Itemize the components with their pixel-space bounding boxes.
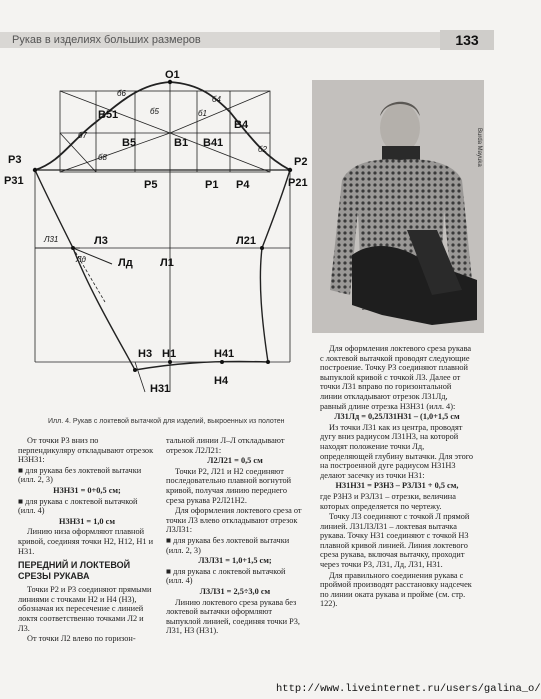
middle-column <box>166 436 304 637</box>
label-Ld: Лд <box>118 257 133 269</box>
label-B5: В5 <box>122 137 137 149</box>
label-P3: Р3 <box>8 154 22 166</box>
label-O1: О1 <box>165 69 180 81</box>
mid-p4: ■ для рукава без локтевой вытачки (илл. 2, 3) <box>166 535 290 555</box>
left-p6: От точки Л2 влево по горизон- <box>27 634 136 644</box>
figure-caption: Илл. 4. Рукав с локтевой вытачкой для изделий, выкроенных из полотен <box>48 418 285 425</box>
left-formula-2: Н3Н31 = 1,0 см <box>58 516 115 526</box>
label-P4: Р4 <box>236 179 250 191</box>
right-p1: Для оформления локтевого среза рукава с локтевой вытачкой проводят следующие построение. Точку Р3 соединяют плавной выпуклой кривой с точкой Л3. Далее от точки Л31 вправо по горизонтальной линии откладывают отрезок Л31Лд, равный длине отрезка Н3Н31 (илл. 4): <box>320 344 472 411</box>
label-B1: В1 <box>174 137 189 149</box>
left-p1: От точки Р3 вниз по перпендикуляру откладывают отрезок Н3Н31: <box>18 436 154 465</box>
left-formula-1: Н3Н31 = 0+0,5 см; <box>53 485 121 495</box>
label-H41: Н41 <box>214 348 235 360</box>
label-b6: б6 <box>117 89 126 98</box>
label-P31: Р31 <box>4 175 24 187</box>
label-b5: б5 <box>150 107 159 116</box>
label-H4: Н4 <box>214 375 229 387</box>
mid-p5: ■ для рукава с локтевой вытачкой (илл. 4) <box>166 566 286 586</box>
mid-p3: Для оформления локтевого среза от точки Л3 влево откладывают отрезок Л3Л31: <box>166 506 302 535</box>
page-number: 133 <box>440 30 494 50</box>
model-photo <box>312 80 484 333</box>
right-formula-2: Н31Н31 = Р3Н3 – Р3Л31 + 0,5 см, <box>335 481 459 491</box>
mid-p1: тальной линии Л–Л откладывают отрезок Л2Л21: <box>166 436 285 455</box>
label-b7: б7 <box>78 131 87 140</box>
mid-p2: Точки Р2, Л21 и Н2 соединяют последовательно плавной вогнутой кривой, получая линию переднего среза рукава Р2Л21Н2. <box>166 466 292 505</box>
mid-formula-1: Л2Л21 = 0,5 см <box>207 456 263 466</box>
label-b2: б2 <box>258 145 267 154</box>
left-p4: Линию низа оформляют плавной кривой, соединяя точки Н2, Н12, Н1 и Н31. <box>18 527 154 556</box>
label-H1: Н1 <box>162 348 177 360</box>
section-heading: ПЕРЕДНИЙ И ЛОКТЕВОЙ СРЕЗЫ РУКАВА <box>18 560 131 582</box>
mid-p6: Линию локтевого среза рукава без локтевой вытачки оформляют выпуклой линией, соединяя точки Р3, Л31, Н3 (Н31). <box>166 597 300 636</box>
label-B51: В51 <box>98 109 119 121</box>
right-formula-1: Л31Лд = 0,25Л31Н31 – (1,0+1,5 см <box>334 412 460 422</box>
left-p3: ■ для рукава с локтевой вытачкой (илл. 4) <box>18 496 138 516</box>
page-header <box>0 0 494 48</box>
label-B41: В41 <box>203 137 224 149</box>
right-p3: где Р3Н3 и Р3Л31 – отрезки, величина которых определяется по чертежу. <box>320 491 456 511</box>
label-L31-small: Л31 <box>44 235 59 244</box>
right-p4: Точку Л3 соединяют с точкой Л прямой линией. Л31Л3Л31 – локтевая вытачка рукава. Точку Н31 соединяют с точкой Н3 плавной кривой линией. Линия локтевого среза рукава, включая вытачку, проходит через точки Р3, Л31, Лд, Л31, Н31. <box>320 512 470 570</box>
label-Ld-small: Лд <box>76 255 86 264</box>
label-b8: б8 <box>98 153 107 162</box>
label-b1: б1 <box>198 109 207 118</box>
header-title: Рукав в изделиях больших размеров <box>12 34 201 46</box>
label-P1: Р1 <box>205 179 219 191</box>
right-p5: Для правильного соединения рукава с проймой производят расстановку надсечек по линии оката рукава и пройме (см. стр. 122). <box>320 570 472 609</box>
label-B4: В4 <box>234 119 249 131</box>
right-p2: Из точки Л31 как из центра, проводят дугу вниз радиусом Л31Н3, на которой находят положение точки Лд, определяющей глубину вытачки. Для этого на построенной дуге радиусом Н31Н3 делают засечку из точки Н31: <box>320 422 474 480</box>
label-P2: Р2 <box>294 156 308 168</box>
source-url: http://www.liveinternet.ru/users/galina_o/ <box>276 683 541 695</box>
label-L3: Л3 <box>94 235 108 247</box>
label-H3: Н3 <box>138 348 153 360</box>
label-b4: б4 <box>212 95 221 104</box>
label-L21: Л21 <box>236 235 256 247</box>
right-column <box>320 344 474 610</box>
mid-formula-2: Л3Л31 = 1,0+1,5 см; <box>198 556 272 566</box>
mid-formula-3: Л3Л31 = 2,5÷3,0 см <box>199 586 271 596</box>
sleeve-pattern-diagram <box>0 52 310 412</box>
label-P21: Р21 <box>288 177 308 189</box>
photo-credit: Burda Mayuka <box>476 128 482 167</box>
label-L1: Л1 <box>160 257 174 269</box>
label-P5: Р5 <box>144 179 158 191</box>
left-p2: ■ для рукава без локтевой вытачки (илл. 2, 3) <box>18 465 142 485</box>
left-p5: Точки Р2 и Р3 соединяют прямыми линиями с точками Н2 и Н4 (Н3), обозначая их пересечение с линией локтя соответственно точками Л2 и Л3. <box>18 585 152 633</box>
left-column <box>18 436 156 645</box>
label-H31: Н31 <box>150 383 171 395</box>
